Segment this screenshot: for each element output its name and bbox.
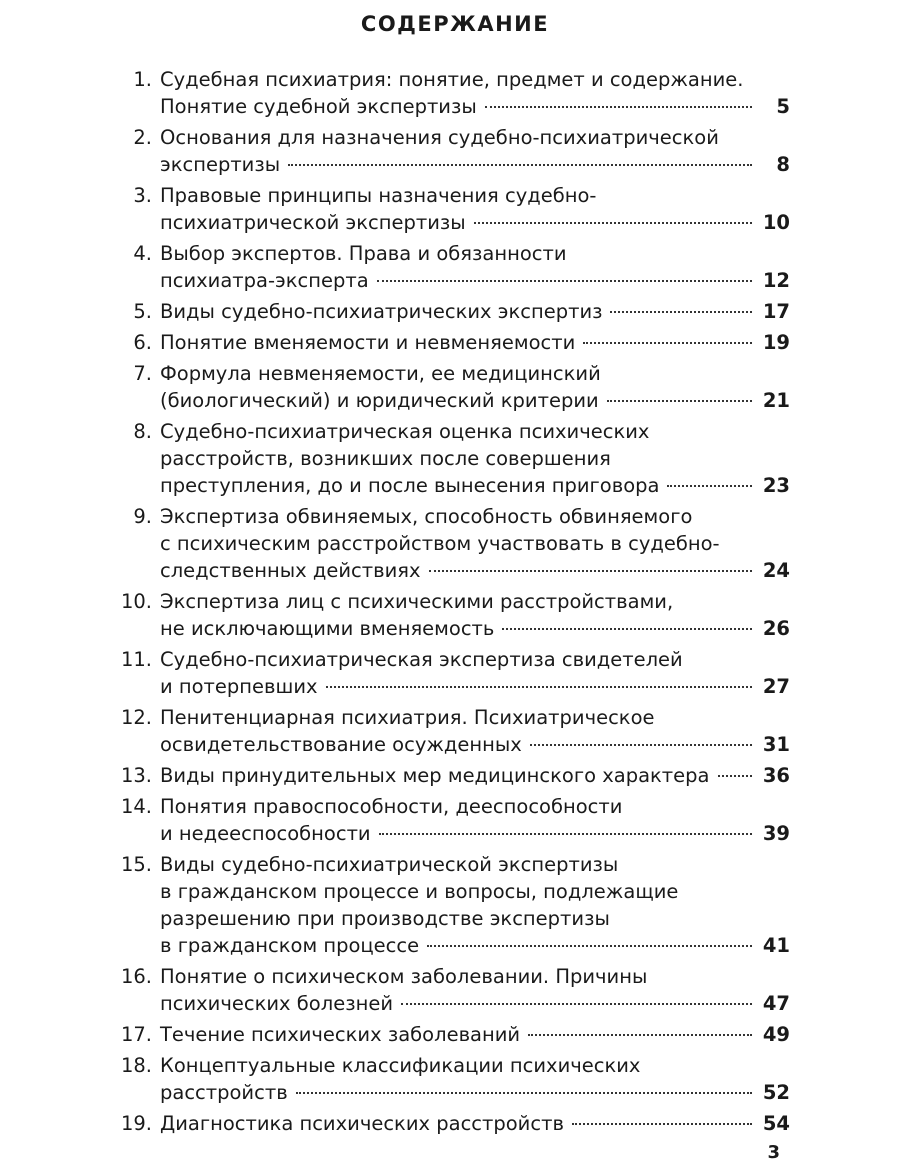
toc-entry-title-line: Понятие о психическом заболевании. Причины — [160, 965, 648, 988]
dot-leader — [326, 686, 752, 688]
toc-entry-number: 19. — [120, 1112, 152, 1135]
dot-leader — [427, 945, 752, 947]
toc-entry[interactable] — [120, 793, 790, 847]
toc-entry[interactable] — [120, 298, 790, 325]
toc-entry-number: 6. — [133, 331, 152, 354]
toc-entry-page-number: 17 — [762, 300, 790, 323]
toc-entry-page-number: 12 — [762, 269, 790, 292]
toc-entry-number: 1. — [133, 68, 152, 91]
toc-entry[interactable] — [120, 124, 790, 178]
toc-entry[interactable] — [120, 329, 790, 356]
toc-entry-title-line: Правовые принципы назначения судебно- — [160, 184, 597, 207]
toc-entry[interactable] — [120, 646, 790, 700]
toc-entry-title-line: психиатра-эксперта — [160, 269, 369, 292]
dot-leader — [377, 280, 752, 282]
toc-entry-page-number: 19 — [762, 331, 790, 354]
toc-entry-title-line: Диагностика психических расстройств — [160, 1112, 564, 1135]
dot-leader — [288, 164, 752, 166]
toc-entry[interactable] — [120, 360, 790, 414]
toc-entry-number: 17. — [120, 1023, 152, 1046]
dot-leader — [572, 1123, 752, 1125]
toc-entry-number: 7. — [133, 362, 152, 385]
toc-entry-title-line: Судебная психиатрия: понятие, предмет и содержание. — [160, 68, 744, 91]
toc-entry-title-line: в гражданском процессе и вопросы, подлежащие — [160, 880, 679, 903]
toc-entry-title-line: Виды судебно-психиатрической экспертизы — [160, 853, 619, 876]
toc-entry[interactable] — [120, 704, 790, 758]
toc-entry[interactable] — [120, 240, 790, 294]
toc-entry-title-line: Понятия правоспособности, дееспособности — [160, 795, 623, 818]
toc-entry-page-number: 10 — [762, 211, 790, 234]
toc-entry-title-line: экспертизы — [160, 153, 281, 176]
toc-entry[interactable] — [120, 503, 790, 584]
toc-entry-title-line: Судебно-психиатрическая экспертиза свидетелей — [160, 648, 683, 671]
toc-entry-title-line: и потерпевших — [160, 675, 318, 698]
toc-entry-page-number: 31 — [762, 733, 790, 756]
dot-leader — [474, 222, 752, 224]
toc-entry-number: 14. — [120, 795, 152, 818]
toc-entry-title-line: Выбор экспертов. Права и обязанности — [160, 242, 567, 265]
toc-entry[interactable] — [120, 851, 790, 959]
dot-leader — [429, 570, 752, 572]
dot-leader — [528, 1034, 752, 1036]
toc-entry-title-line: следственных действиях — [160, 559, 421, 582]
toc-entry[interactable] — [120, 1021, 790, 1048]
dot-leader — [667, 485, 752, 487]
toc-entry-title-line: Виды судебно-психиатрических экспертиз — [160, 300, 603, 323]
toc-entry-page-number: 54 — [762, 1112, 790, 1135]
toc-entry-title-line: в гражданском процессе — [160, 934, 420, 957]
dot-leader — [718, 775, 753, 777]
toc-entry-title-line: с психическим расстройством участвовать в судебно- — [160, 532, 720, 555]
page-title: СОДЕРЖАНИЕ — [360, 12, 550, 36]
toc-entry-page-number: 26 — [762, 617, 790, 640]
toc-entry-page-number: 23 — [762, 474, 790, 497]
toc-entry-page-number: 36 — [762, 764, 790, 787]
toc-entry-page-number: 41 — [762, 934, 790, 957]
toc-entry-title-line: (биологический) и юридический критерии — [160, 389, 599, 412]
toc-entry[interactable] — [120, 762, 790, 789]
dot-leader — [583, 342, 752, 344]
toc-entry-title-line: Концептуальные классификации психических — [160, 1054, 641, 1077]
toc-entry-number: 4. — [133, 242, 152, 265]
toc-entry-page-number: 49 — [762, 1023, 790, 1046]
toc-entry-number: 5. — [133, 300, 152, 323]
toc-entry-page-number: 8 — [776, 153, 790, 176]
toc-entry-title-line: Экспертиза обвиняемых, способность обвиняемого — [160, 505, 693, 528]
toc-entry-title-line: Понятие вменяемости и невменяемости — [160, 331, 576, 354]
toc-entry-number: 13. — [120, 764, 152, 787]
toc-entry-page-number: 21 — [762, 389, 790, 412]
toc-entry-page-number: 52 — [762, 1081, 790, 1104]
toc-entry-title-line: Формула невменяемости, ее медицинский — [160, 362, 601, 385]
toc-entry[interactable] — [120, 66, 790, 120]
dot-leader — [607, 400, 752, 402]
toc-entry-title-line: преступления, до и после вынесения приговора — [160, 474, 660, 497]
toc-entry-page-number: 47 — [762, 992, 790, 1015]
toc-entry[interactable] — [120, 1052, 790, 1106]
toc-entry-title-line: Течение психических заболеваний — [160, 1023, 521, 1046]
dot-leader — [401, 1003, 752, 1005]
dot-leader — [379, 833, 752, 835]
toc-entry-title-line: освидетельствование осужденных — [160, 733, 522, 756]
dot-leader — [502, 628, 752, 630]
toc-entry-title-line: расстройств, возникших после совершения — [160, 447, 611, 470]
toc-entry-number: 15. — [120, 853, 152, 876]
dot-leader — [485, 106, 752, 108]
toc-entry-number: 12. — [120, 706, 152, 729]
toc-entry-number: 11. — [120, 648, 152, 671]
toc-entry-number: 16. — [120, 965, 152, 988]
toc-entry-page-number: 24 — [762, 559, 790, 582]
dot-leader — [296, 1092, 752, 1094]
toc-entry-title-line: Основания для назначения судебно-психиатрической — [160, 126, 719, 149]
toc-entry-page-number: 39 — [762, 822, 790, 845]
toc-entry-title-line: Виды принудительных мер медицинского характера — [160, 764, 710, 787]
toc-entry-number: 10. — [120, 590, 152, 613]
toc-entry-number: 8. — [133, 420, 152, 443]
toc-entry-title-line: Экспертиза лиц с психическими расстройствами, — [160, 590, 674, 613]
dot-leader — [610, 311, 752, 313]
toc-entry-title-line: Судебно-психиатрическая оценка психических — [160, 420, 650, 443]
toc-entry-title-line: расстройств — [160, 1081, 288, 1104]
toc-entry-title-line: разрешению при производстве экспертизы — [160, 907, 610, 930]
toc-entry[interactable] — [120, 963, 790, 1017]
footer-page-number: 3 — [767, 1142, 780, 1163]
toc-entry[interactable] — [120, 588, 790, 642]
toc-entry-title-line: психиатрической экспертизы — [160, 211, 466, 234]
toc-entry-title-line: Пенитенциарная психиатрия. Психиатрическое — [160, 706, 655, 729]
toc-entry-title-line: Понятие судебной экспертизы — [160, 95, 477, 118]
toc-entry[interactable] — [120, 1110, 790, 1137]
toc-entry[interactable] — [120, 418, 790, 499]
toc-entry-page-number: 5 — [776, 95, 790, 118]
toc-entry-number: 18. — [120, 1054, 152, 1077]
toc-list — [120, 66, 790, 1141]
dot-leader — [530, 744, 752, 746]
toc-entry-number: 9. — [133, 505, 152, 528]
toc-entry-title-line: и недееспособности — [160, 822, 371, 845]
toc-entry-page-number: 27 — [762, 675, 790, 698]
toc-entry-number: 2. — [133, 126, 152, 149]
toc-entry[interactable] — [120, 182, 790, 236]
toc-entry-title-line: психических болезней — [160, 992, 393, 1015]
toc-entry-title-line: не исключающими вменяемость — [160, 617, 495, 640]
toc-entry-number: 3. — [133, 184, 152, 207]
